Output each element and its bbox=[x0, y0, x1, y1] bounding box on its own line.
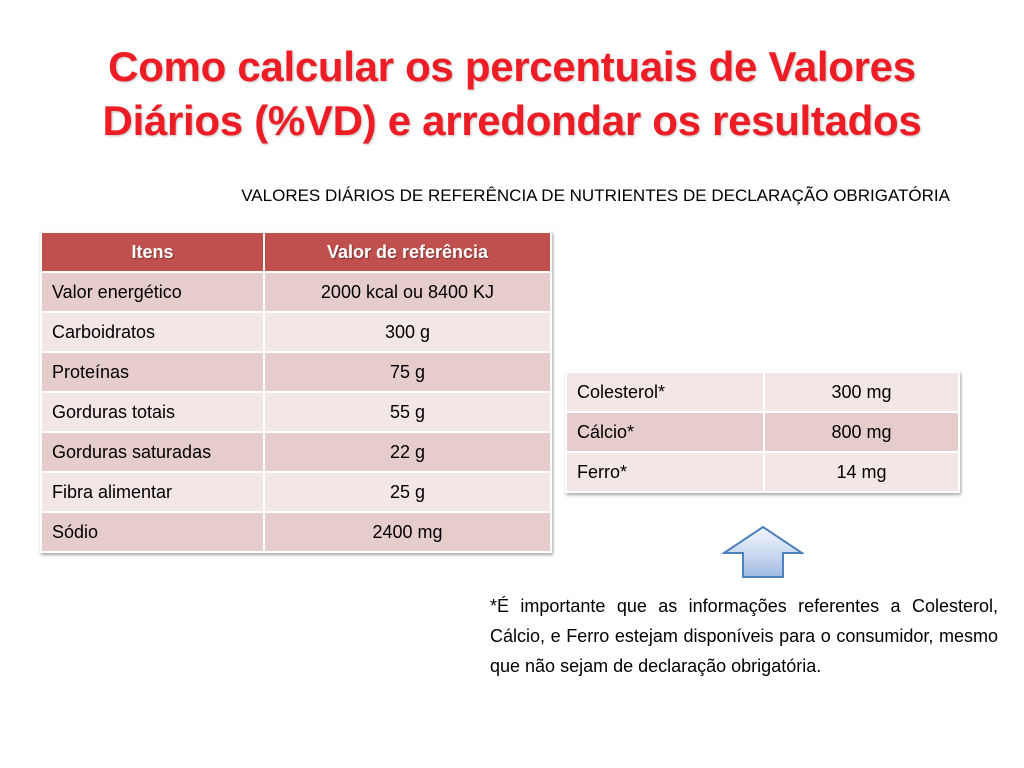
row-value: 25 g bbox=[264, 472, 551, 512]
row-value: 55 g bbox=[264, 392, 551, 432]
row-item: Proteínas bbox=[41, 352, 264, 392]
row-item: Colesterol* bbox=[566, 372, 764, 412]
row-value: 2400 mg bbox=[264, 512, 551, 552]
table-row bbox=[41, 352, 551, 392]
table-row bbox=[41, 392, 551, 432]
row-item: Gorduras saturadas bbox=[41, 432, 264, 472]
slide-title-line-1: Como calcular os percentuais de Valores bbox=[108, 43, 916, 90]
header-reference-value: Valor de referência bbox=[264, 232, 551, 272]
row-value: 300 g bbox=[264, 312, 551, 352]
table-row bbox=[41, 472, 551, 512]
row-item: Sódio bbox=[41, 512, 264, 552]
header-items: Itens bbox=[41, 232, 264, 272]
row-item: Gorduras totais bbox=[41, 392, 264, 432]
table-header-row bbox=[41, 232, 551, 272]
reference-values-table bbox=[40, 231, 552, 553]
table-row bbox=[566, 372, 959, 412]
footnote-text: *É importante que as informações referentes a Colesterol, Cálcio, e Ferro estejam disponíveis para o consumidor, mesmo que não sejam de declaração obrigatória. bbox=[490, 596, 998, 676]
table-row bbox=[566, 412, 959, 452]
slide-title bbox=[40, 40, 984, 148]
table-row bbox=[41, 312, 551, 352]
row-value: 14 mg bbox=[764, 452, 959, 492]
row-value: 2000 kcal ou 8400 KJ bbox=[264, 272, 551, 312]
row-item: Carboidratos bbox=[41, 312, 264, 352]
row-item: Valor energético bbox=[41, 272, 264, 312]
row-value: 22 g bbox=[264, 432, 551, 472]
slide-title-line-2: Diários (%VD) e arredondar os resultados bbox=[102, 97, 922, 144]
table-row bbox=[41, 432, 551, 472]
row-item: Fibra alimentar bbox=[41, 472, 264, 512]
row-item: Ferro* bbox=[566, 452, 764, 492]
row-value: 75 g bbox=[264, 352, 551, 392]
optional-nutrients-table bbox=[565, 371, 960, 493]
table-subtitle: VALORES DIÁRIOS DE REFERÊNCIA DE NUTRIENTES DE DECLARAÇÃO OBRIGATÓRIA bbox=[241, 186, 950, 205]
up-arrow-icon bbox=[722, 525, 804, 579]
table-row bbox=[41, 272, 551, 312]
row-value: 800 mg bbox=[764, 412, 959, 452]
row-item: Cálcio* bbox=[566, 412, 764, 452]
row-value: 300 mg bbox=[764, 372, 959, 412]
table-row bbox=[41, 512, 551, 552]
table-row bbox=[566, 452, 959, 492]
